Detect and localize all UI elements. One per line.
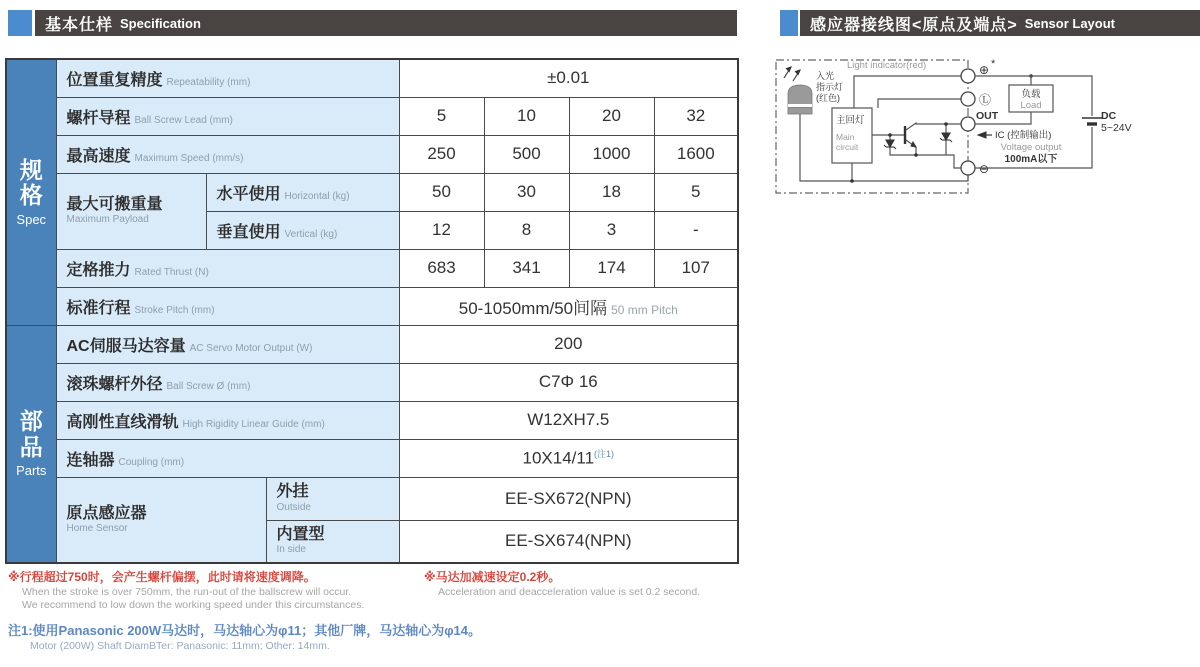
current-limit-label: 100mA以下 (1004, 154, 1058, 165)
row-label-thrust: 定格推力 Rated Thrust (N) (56, 249, 399, 287)
value-cell: 18 (569, 173, 654, 211)
row-label-speed: 最高速度 Maximum Speed (mm/s) (56, 135, 399, 173)
coupling-note-ref: (注1) (594, 449, 615, 460)
terminal-out-label: OUT (976, 110, 999, 122)
led-indicator (788, 85, 812, 114)
in-light-label: 入光 (816, 71, 835, 81)
value-cell: 50 (399, 173, 484, 211)
row-label-vertical: 垂直使用 Vertical (kg) (206, 211, 399, 249)
zener-diode-1 (884, 140, 896, 149)
group-label-en: Parts (16, 463, 47, 479)
table-row (6, 287, 738, 325)
row-label-outside: 外挂 Outside (266, 477, 399, 520)
spec-section-header (8, 10, 737, 36)
value-cell: 341 (484, 249, 569, 287)
value-cell: 30 (484, 173, 569, 211)
group-cell-spec (6, 59, 56, 325)
value-cell: - (654, 211, 738, 249)
header-accent-square (8, 10, 32, 36)
row-label-repeatability: 位置重复精度 Repeatability (mm) (56, 59, 399, 97)
zener-diode-2 (940, 133, 952, 142)
table-row (6, 363, 738, 401)
dc-voltage-label: 5~24V (1101, 122, 1132, 134)
battery-symbol (1082, 118, 1102, 124)
row-label-home-sensor: 原点感应器 Home Sensor (56, 477, 266, 563)
value-cell: 107 (654, 249, 738, 287)
row-label-motor: AC伺服马达容量 AC Servo Motor Output (W) (56, 325, 399, 363)
value-cell: 1000 (569, 135, 654, 173)
value-cell: 8 (484, 211, 569, 249)
value-cell: 20 (569, 97, 654, 135)
row-label-inside: 内置型 In side (266, 520, 399, 563)
terminal-plus-icon: ⊕ (979, 63, 990, 77)
value-screw-od: C7Φ 16 (399, 363, 738, 401)
main-circuit-en1: Main (836, 132, 855, 142)
value-sensor-outside: EE-SX672(NPN) (399, 477, 738, 520)
load-label-en: Load (1020, 100, 1042, 111)
value-sensor-inside: EE-SX674(NPN) (399, 520, 738, 563)
note1-motor-shaft: 注1:使用Panasonic 200W马达时，马达轴心为φ11；其他厂牌，马达轴心为φ14。 Motor (200W) Shaft DiamBTer: Panasonic: 11mm; Other: 14mm. (8, 623, 481, 652)
value-cell: 500 (484, 135, 569, 173)
ic-arrow (978, 132, 992, 138)
row-label-screw-od: 滚珠螺杆外径 Ball Screw Ø (mm) (56, 363, 399, 401)
value-cell: 10 (484, 97, 569, 135)
sensor-wiring-diagram (770, 48, 1200, 218)
row-label-lead: 螺杆导程 Ball Screw Lead (mm) (56, 97, 399, 135)
table-row (6, 59, 738, 97)
load-label-zh: 负载 (1021, 89, 1041, 100)
row-label-stroke: 标准行程 Stroke Pitch (mm) (56, 287, 399, 325)
red-label: (红色) (816, 93, 840, 103)
sensor-section-header (780, 10, 1200, 36)
table-row (6, 135, 738, 173)
header-bar (800, 10, 1200, 36)
value-cell: 1600 (654, 135, 738, 173)
value-cell: 5 (399, 97, 484, 135)
table-row (6, 477, 738, 520)
table-row (6, 439, 738, 477)
header-accent-square (780, 10, 798, 36)
value-cell: 32 (654, 97, 738, 135)
value-cell: 250 (399, 135, 484, 173)
group-cell-parts (6, 325, 56, 563)
spec-table (5, 58, 739, 564)
row-label-payload: 最大可搬重量 Maximum Payload (56, 173, 206, 249)
row-label-horizontal: 水平使用 Horizontal (kg) (206, 173, 399, 211)
value-cell: 5 (654, 173, 738, 211)
footnote-stroke-warning: ※行程超过750时，会产生螺杆偏摆，此时请将速度调降。 When the stroke is over 750mm, the run-out of the ballscrew will occur. We recommend to low down the working speed under this circumstances. (8, 570, 365, 612)
value-coupling: $10X14/11^{(注1)}$ (399, 439, 738, 477)
section-title-zh: 感应器接线图<原点及端点> (810, 16, 1018, 34)
section-title-zh: 基本仕样 (45, 16, 114, 34)
table-row (6, 249, 738, 287)
junction-dots (850, 74, 1033, 183)
table-row (6, 173, 738, 211)
value-cell: 174 (569, 249, 654, 287)
indicator-label: 指示灯 (816, 82, 844, 92)
ic-label: IC (控制输出) (995, 130, 1052, 141)
footnote-acceleration: ※马达加减速设定0.2秒。 Acceleration and deacceleration value is set 0.2 second. (424, 570, 701, 598)
terminal-minus-icon: ⊖ (979, 162, 990, 176)
table-row (6, 325, 738, 363)
value-cell: 12 (399, 211, 484, 249)
value-stroke: 50-1050mm/50间隔 50 mm Pitch (399, 287, 738, 325)
group-label-en: Spec (16, 211, 47, 227)
main-circuit-zh: 主回灯 (836, 115, 865, 126)
table-row (6, 97, 738, 135)
header-bar (35, 10, 737, 36)
group-label-zh: 部品 (19, 408, 43, 460)
section-title-en: Specification (120, 15, 201, 31)
table-row (6, 401, 738, 439)
value-cell: 683 (399, 249, 484, 287)
dc-label: DC (1101, 110, 1117, 122)
voltage-output-label: Voltage output (1000, 142, 1062, 153)
light-ray-arrows (784, 67, 800, 81)
value-repeatability: ±0.01 (399, 59, 738, 97)
group-label-zh: 规格 (19, 156, 43, 209)
row-label-coupling: 连轴器 Coupling (mm) (56, 439, 399, 477)
section-title-en: Sensor Layout (1024, 15, 1115, 31)
value-guide: W12XH7.5 (399, 401, 738, 439)
value-cell: 3 (569, 211, 654, 249)
main-circuit-en2: circuit (836, 142, 859, 152)
terminal-l-icon: Ⓛ (979, 93, 992, 107)
terminal-plus-star: * (991, 58, 996, 70)
light-indicator-label: Light indicator(red) (847, 60, 927, 71)
row-label-guide: 高刚性直线滑轨 High Rigidity Linear Guide (mm) (56, 401, 399, 439)
value-motor: 200 (399, 325, 738, 363)
